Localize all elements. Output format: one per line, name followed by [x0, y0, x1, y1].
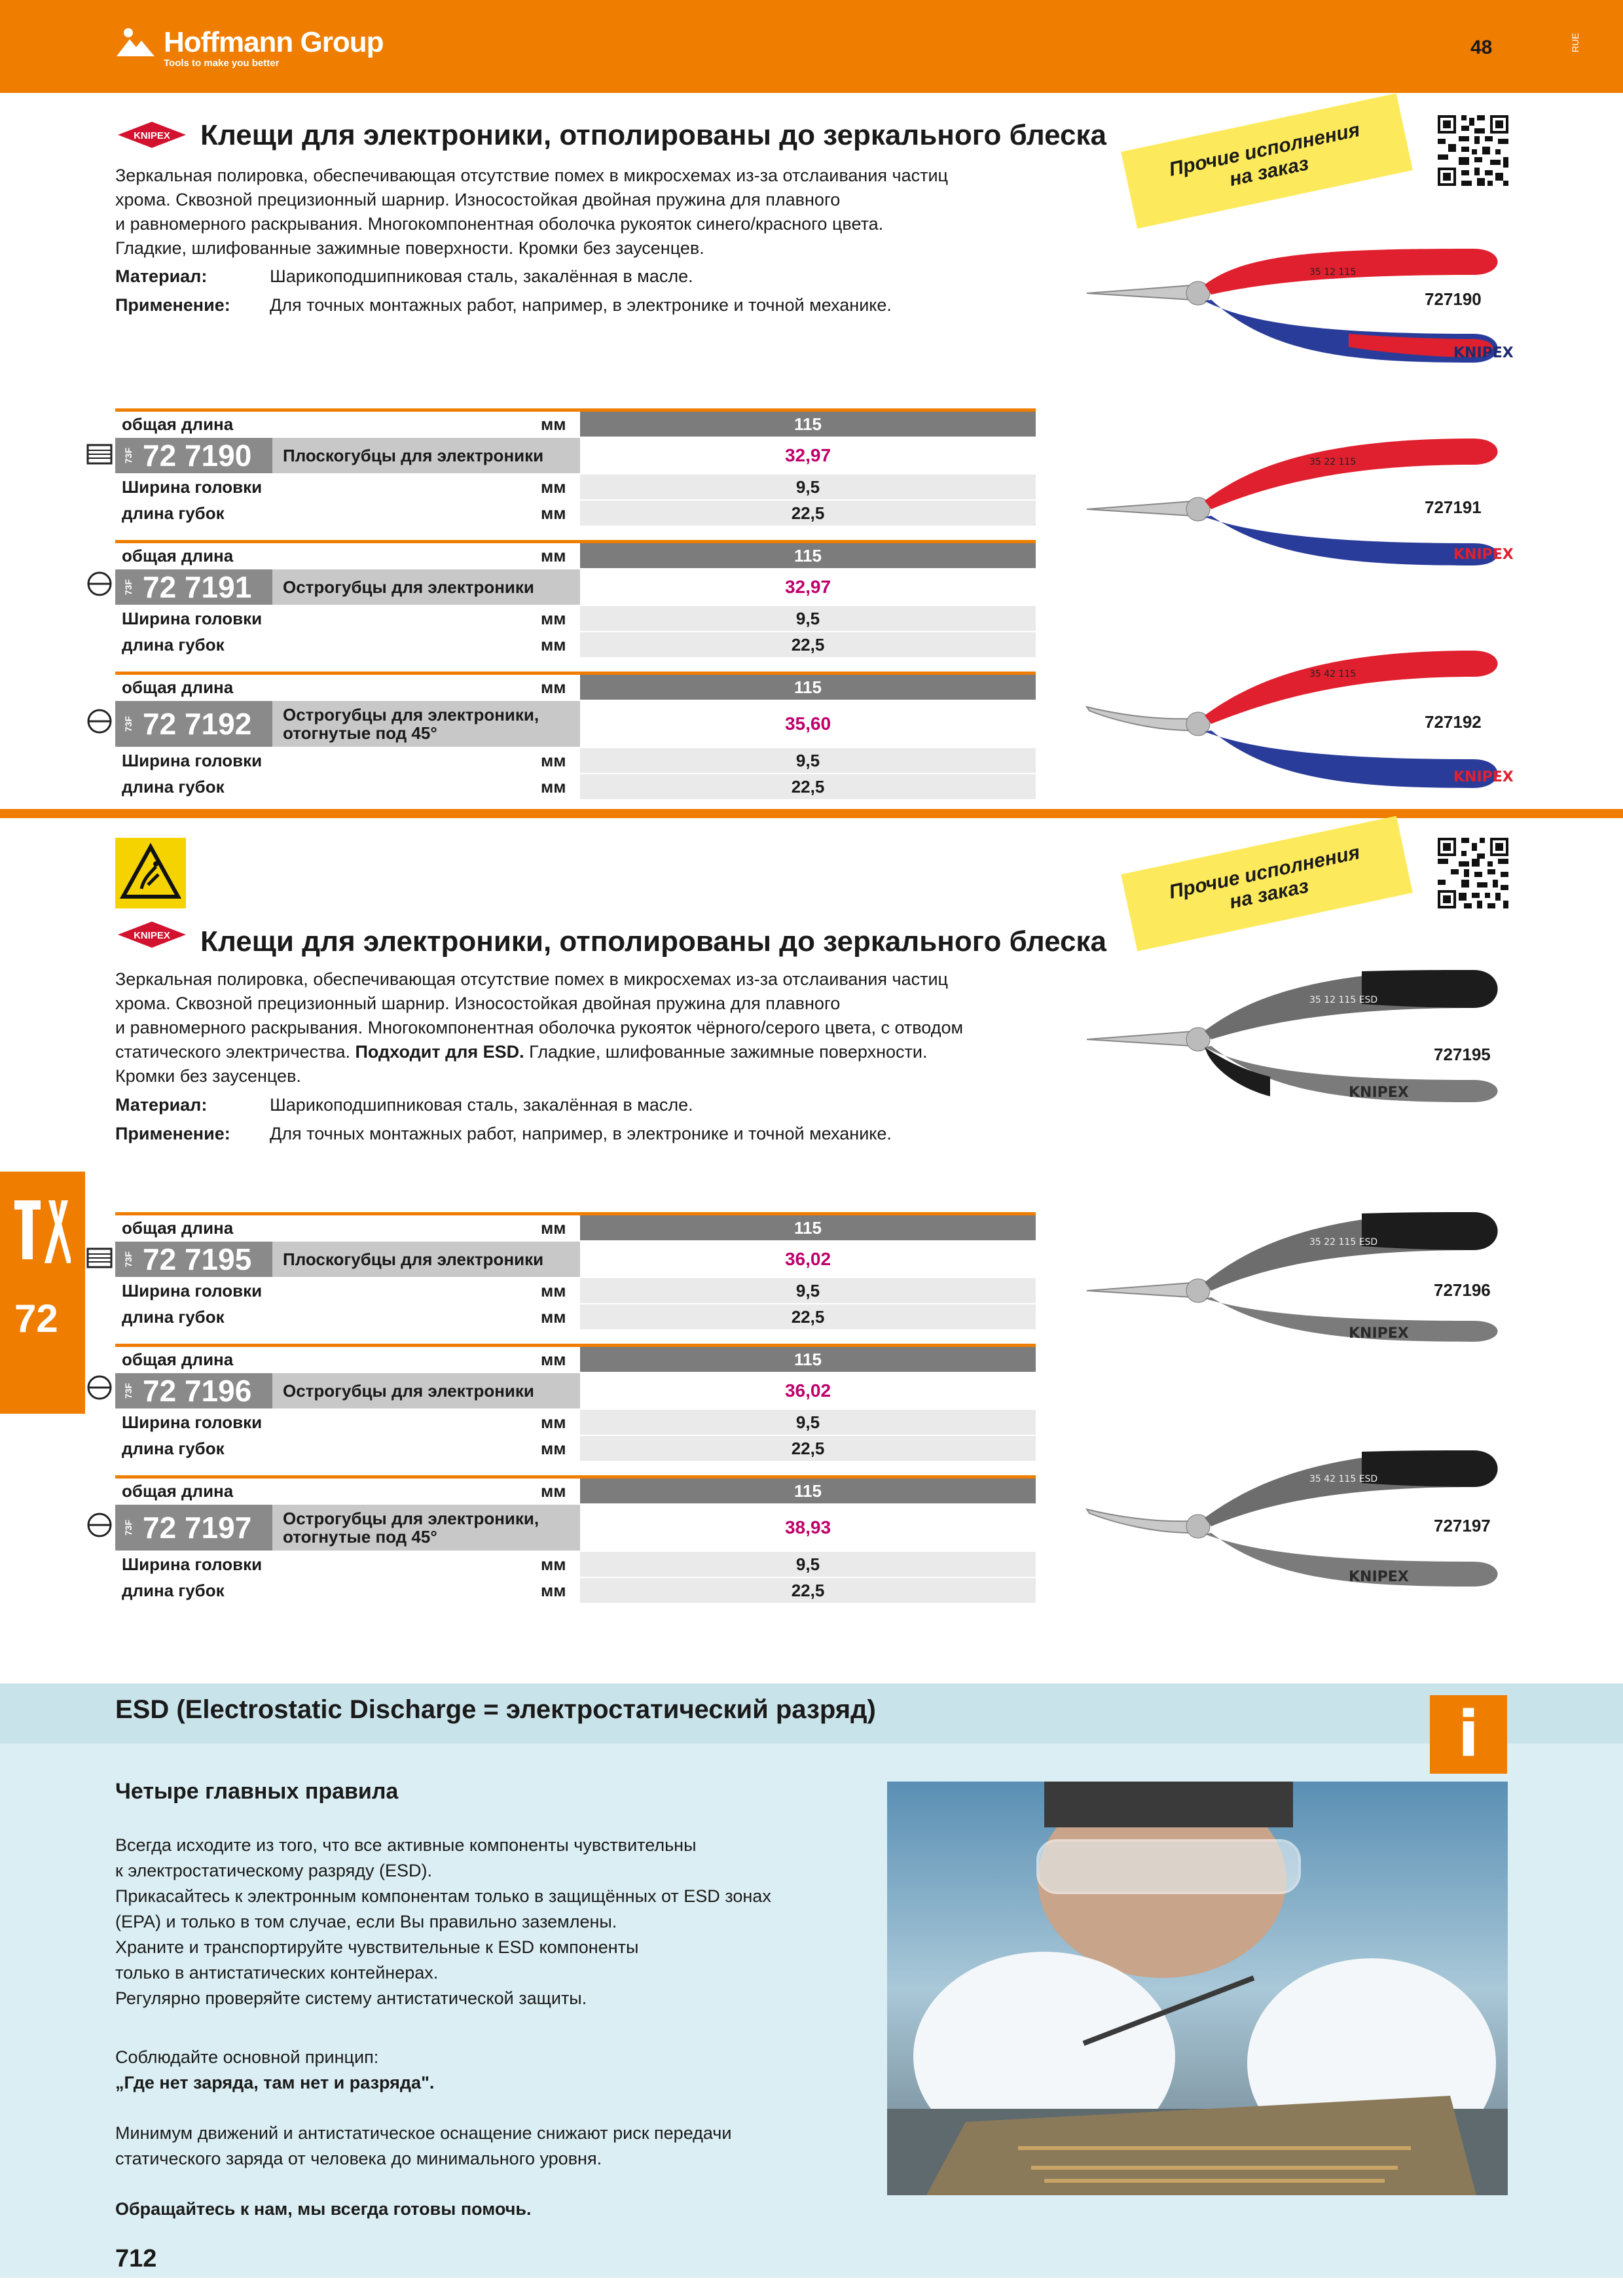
principle-block: [115, 2045, 862, 2096]
esd-warning-icon: [115, 838, 186, 908]
desc-line: статического электричества. Подходит для ESD. Гладкие, шлифованные зажимные поверхности.: [115, 1042, 928, 1062]
svg-text:35 42 115: 35 42 115: [1309, 669, 1357, 679]
desc-line: хрома. Сквозной прецизионный шарнир. Износостойкая двойная пружина для плавного: [115, 190, 841, 209]
esd-work-photo: [887, 1782, 1508, 2195]
table-row-product-727191[interactable]: 73F 72 7191 Острогубцы для электроники 32,97: [115, 569, 1036, 606]
price: 36,02: [580, 1373, 1036, 1408]
info-icon: i: [1430, 1695, 1507, 1774]
contact-text: Обращайтесь к нам, мы всегда готовы помочь.: [115, 2199, 532, 2219]
price: 32,97: [580, 438, 1036, 473]
table-row-jaw-length: длина губок мм 22,5: [115, 632, 1036, 658]
rule-line: Храните и транспортируйте чувствительные к ESD компоненты: [115, 1937, 639, 1957]
language-code: RUE: [1570, 33, 1580, 52]
svg-text:KNIPEX: KNIPEX: [1453, 769, 1514, 785]
svg-text:KNIPEX: KNIPEX: [1349, 1085, 1409, 1101]
section-1-title: Клещи для электроники, отполированы до зеркального блеска: [200, 119, 1106, 151]
chapter-number: 72: [14, 1297, 58, 1340]
svg-text:KNIPEX: KNIPEX: [1453, 547, 1514, 563]
table-row-product-727195[interactable]: 73F 72 7195 Плоскогубцы для электроники 36,02: [115, 1242, 1036, 1278]
product-name: Острогубцы для электроники: [283, 577, 534, 597]
price: 36,02: [580, 1242, 1036, 1277]
rules-heading: Четыре главных правила: [115, 1779, 399, 1804]
material-value: Шарикоподшипниковая сталь, закалённая в масле.: [270, 1095, 693, 1115]
rule-line: только в антистатических контейнерах.: [115, 1963, 439, 1982]
svg-text:KNIPEX: KNIPEX: [1349, 1325, 1409, 1342]
catalog-page-number: 48: [1470, 37, 1493, 58]
image-label-727195: 727195: [1434, 1045, 1491, 1064]
desc-line: Гладкие, шлифованные зажимные поверхности. Кромки без заусенцев.: [115, 238, 704, 258]
table-row-length: общая длина мм 115: [115, 1347, 1036, 1373]
image-label-727197: 727197: [1434, 1516, 1491, 1535]
table-row-jaw-length: длина губок мм 22,5: [115, 1578, 1036, 1604]
minimum-block: [115, 2121, 862, 2172]
material-label: Материал:: [115, 1095, 208, 1115]
section-2-specs: [115, 1090, 892, 1148]
pliers-tab-icon: [12, 1198, 71, 1270]
rule-line: к электростатическому разряду (ESD).: [115, 1861, 432, 1880]
article-number[interactable]: 72 7190: [143, 439, 252, 473]
section-separator: [0, 809, 1623, 818]
table-row-jaw-length: длина губок мм 22,5: [115, 1436, 1036, 1462]
price: 32,97: [580, 569, 1036, 605]
svg-text:35 12 115: 35 12 115: [1309, 267, 1357, 278]
table-row-jaw-length: длина губок мм 22,5: [115, 501, 1036, 527]
table-row-head-width: Ширина головки мм 9,5: [115, 475, 1036, 501]
product-name: Острогубцы для электроники, отогнутые под 45°: [283, 1509, 539, 1547]
table-row-head-width: Ширина головки мм 9,5: [115, 1278, 1036, 1304]
image-label-727191: 727191: [1425, 497, 1482, 517]
principle-intro: Соблюдайте основной принцип:: [115, 2047, 379, 2067]
section-2-title: Клещи для электроники, отполированы до зеркального блеска: [200, 925, 1106, 958]
material-value: Шарикоподшипниковая сталь, закалённая в масле.: [270, 266, 693, 286]
qr-code-icon[interactable]: [1438, 115, 1508, 186]
round-jaw-icon: [86, 1374, 113, 1401]
table-row-length: общая длина мм 115: [115, 675, 1036, 701]
table-row-length: общая длина мм 115: [115, 1479, 1036, 1505]
table-row-length: общая длина мм 115: [115, 543, 1036, 569]
section-1-specs: [115, 262, 892, 319]
knipex-logo-text: KNIPEX: [134, 130, 170, 141]
table-row-head-width: Ширина головки мм 9,5: [115, 606, 1036, 632]
rule-line: Прикасайтесь к электронным компонентам только в защищённых от ESD зонах: [115, 1886, 771, 1906]
table-row-jaw-length: длина губок мм 22,5: [115, 1304, 1036, 1331]
article-number[interactable]: 72 7196: [143, 1374, 252, 1408]
article-number[interactable]: 72 7191: [143, 570, 252, 604]
section-1-description: [115, 164, 1110, 260]
svg-text:35 42 115 ESD: 35 42 115 ESD: [1309, 1474, 1378, 1484]
desc-line: и равномерного раскрывания. Многокомпонентная оболочка рукояток синего/красного цвета.: [115, 214, 884, 234]
rule-line: Всегда исходите из того, что все активные компоненты чувствительны: [115, 1835, 697, 1855]
table-row-product-727197[interactable]: 73F 72 7197 Острогубцы для электроники, отогнутые под 45° 38,93: [115, 1505, 1036, 1552]
minimum-line: Минимум движений и антистатическое оснащение снижают риск передачи: [115, 2123, 732, 2143]
custom-versions-note: Прочие исполнения на заказ: [1121, 816, 1413, 952]
svg-text:35 22 115 ESD: 35 22 115 ESD: [1309, 1237, 1378, 1247]
article-number[interactable]: 72 7195: [143, 1242, 252, 1276]
svg-text:35 22 115: 35 22 115: [1309, 457, 1357, 467]
image-label-727196: 727196: [1434, 1280, 1491, 1300]
desc-line: хрома. Сквозной прецизионный шарнир. Износостойкая двойная пружина для плавного: [115, 994, 841, 1013]
product-name: Плоскогубцы для электроники: [283, 1249, 544, 1269]
round-jaw-icon: [86, 1512, 113, 1538]
desc-line: Кромки без заусенцев.: [115, 1066, 301, 1086]
custom-versions-note: Прочие исполнения на заказ: [1121, 94, 1413, 229]
article-number[interactable]: 72 7197: [143, 1511, 252, 1545]
table-row-length: общая длина мм 115: [115, 412, 1036, 438]
price: 38,93: [580, 1505, 1036, 1551]
flat-jaw-icon: [86, 441, 113, 467]
rule-line: (EPA) и только в том случае, если Вы правильно заземлены.: [115, 1912, 617, 1931]
table-row-length: общая длина мм 115: [115, 1215, 1036, 1242]
product-name: Острогубцы для электроники, отогнутые под 45°: [283, 705, 539, 743]
svg-text:35 12 115 ESD: 35 12 115 ESD: [1309, 995, 1378, 1005]
table-row-head-width: Ширина головки мм 9,5: [115, 1552, 1036, 1578]
principle-quote: „Где нет заряда, там нет и разряда".: [115, 2073, 435, 2092]
table-row-jaw-length: длина губок мм 22,5: [115, 774, 1036, 800]
desc-line: и равномерного раскрывания. Многокомпонентная оболочка рукояток чёрного/серого цвета, с отводом: [115, 1018, 964, 1037]
product-table-1: [115, 408, 1036, 800]
product-name: Острогубцы для электроники: [283, 1381, 534, 1401]
table-row-product-727190[interactable]: 73F 72 7190 Плоскогубцы для электроники 32,97: [115, 438, 1036, 475]
knipex-logo-icon: [115, 919, 189, 950]
table-row-head-width: Ширина головки мм 9,5: [115, 748, 1036, 774]
svg-text:KNIPEX: KNIPEX: [134, 930, 170, 941]
desc-line: Зеркальная полировка, обеспечивающая отсутствие помех в микросхемах из-за отслаивания частиц: [115, 969, 949, 989]
price: 35,60: [580, 701, 1036, 747]
brand-name: Hoffmann Group: [164, 26, 384, 58]
brand-slogan: Tools to make you better: [164, 58, 280, 69]
product-name: Плоскогубцы для электроники: [283, 446, 544, 465]
esd-title: ESD (Electrostatic Discharge = электростатический разряд): [115, 1695, 876, 1724]
table-row-product-727196[interactable]: 73F 72 7196 Острогубцы для электроники 36,02: [115, 1373, 1036, 1410]
round-jaw-icon: [86, 571, 113, 597]
hoffmann-logo-icon: [115, 27, 156, 58]
rules-list: [115, 1833, 862, 2011]
round-jaw-icon: [86, 708, 113, 734]
rule-line: Регулярно проверяйте систему антистатической защиты.: [115, 1988, 587, 2008]
hoffmann-logo: [111, 26, 384, 69]
product-table-2: [115, 1212, 1036, 1604]
use-label: Применение:: [115, 1124, 230, 1143]
table-row-product-727192[interactable]: 73F 72 7192 Острогубцы для электроники, отогнутые под 45° 35,60: [115, 701, 1036, 748]
material-label: Материал:: [115, 266, 208, 286]
use-label: Применение:: [115, 295, 230, 315]
article-number[interactable]: 72 7192: [143, 707, 252, 741]
knipex-logo-icon: [115, 119, 189, 151]
section-2-description: [115, 967, 1110, 1088]
flat-jaw-icon: [86, 1245, 113, 1271]
minimum-line: статического заряда от человека до минимального уровня.: [115, 2149, 602, 2168]
pliers-image-727196: [1074, 1199, 1532, 1343]
image-label-727192: 727192: [1425, 712, 1482, 732]
table-row-head-width: Ширина головки мм 9,5: [115, 1410, 1036, 1436]
page-number: 712: [115, 2245, 157, 2272]
image-label-727190: 727190: [1425, 289, 1482, 309]
chapter-tab[interactable]: [0, 1172, 85, 1414]
pliers-image-727195: [1074, 962, 1532, 1106]
use-value: Для точных монтажных работ, например, в электронике и точной механике.: [270, 295, 892, 315]
desc-line: Зеркальная полировка, обеспечивающая отсутствие помех в микросхемах из-за отслаивания частиц: [115, 166, 949, 185]
qr-code-icon[interactable]: [1438, 838, 1508, 908]
use-value: Для точных монтажных работ, например, в электронике и точной механике.: [270, 1124, 892, 1143]
svg-text:KNIPEX: KNIPEX: [1453, 345, 1514, 361]
svg-text:KNIPEX: KNIPEX: [1349, 1569, 1409, 1585]
